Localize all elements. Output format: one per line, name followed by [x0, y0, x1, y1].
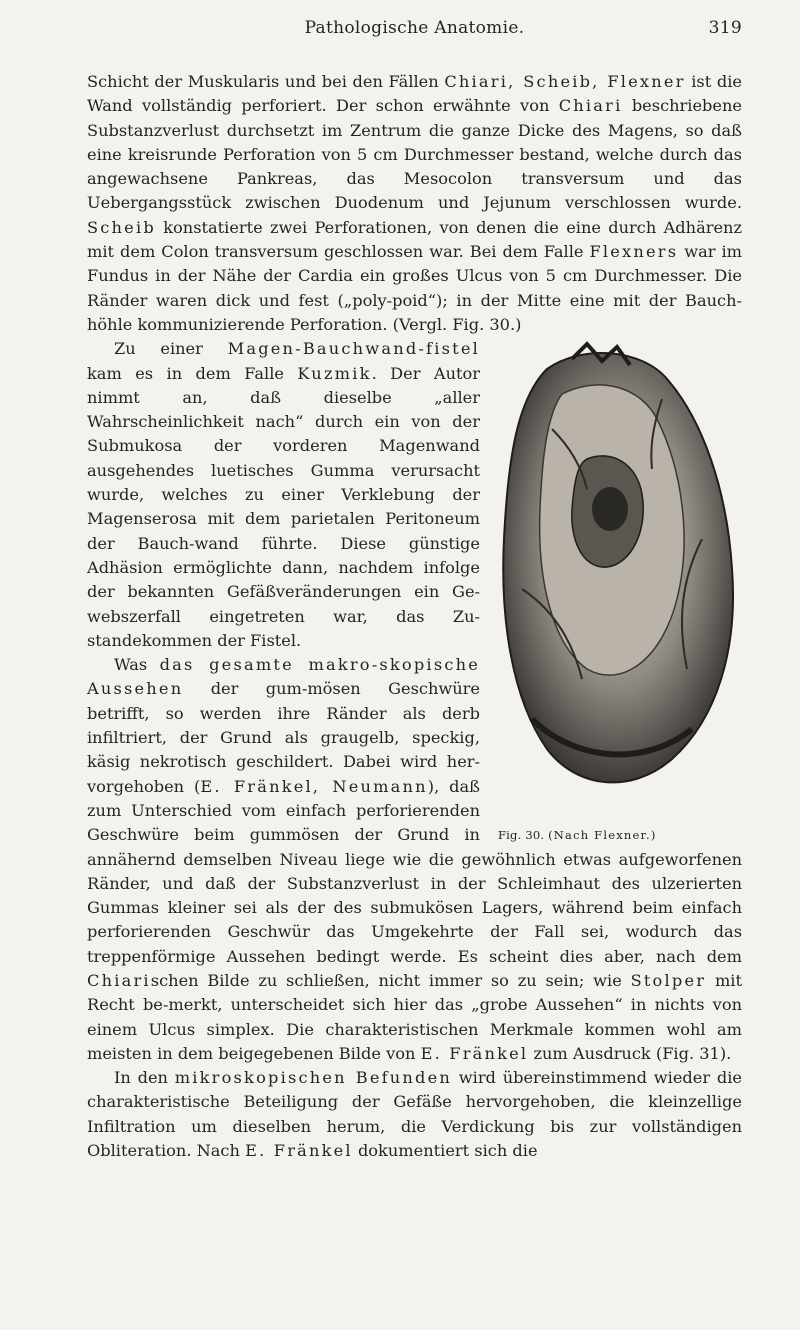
author-name: Flexners	[589, 242, 679, 262]
figure-30	[492, 339, 742, 844]
author-name: E. Fränkel	[245, 1141, 353, 1161]
text-run: ist die Wand vollständig perforiert. Der schon erwähnte von	[87, 72, 742, 116]
author-name: E. Fränkel	[420, 1043, 529, 1063]
text-run: Was	[114, 655, 160, 675]
text-run: beschriebene Substanzverlust durchsetzt im Zentrum die ganze Dicke des Magens, so daß eine kreisrunde Perforation von 5 cm Durchmesser bestand, welche durch das angewachsene Pankreas, das Mesocolon transversum und das Uebergangsstück zwischen Duodenum und Jejunum verschlossen wurde.	[87, 96, 743, 213]
author-name: E. Fränkel, Neumann	[200, 776, 428, 796]
figure-label: Fig. 30.	[498, 828, 545, 843]
text-run: zum Ausdruck (Fig. 31).	[528, 1043, 732, 1063]
author-name: Kuzmik	[297, 363, 372, 383]
author-name: Chiari	[558, 96, 623, 116]
running-header	[87, 18, 742, 46]
figure-source: (Nach Flexner.)	[548, 828, 657, 843]
text-run: der gum-mösen Geschwüre betrifft, so werden ihre Ränder als derb infiltriert, der Grund als graugelb, speckig, käsig nekrotisch geschildert. Dabei wird her-vorgehoben (	[87, 679, 480, 796]
text-run: Zu einer	[114, 339, 228, 359]
text-run: Schicht der Muskularis und bei den Fällen	[87, 72, 445, 91]
text-run: kam es in dem Falle	[87, 363, 298, 383]
text-run: konstatierte zwei Perforationen, von denen die eine durch Adhärenz mit dem Colon transversum geschlossen war. Bei dem Falle	[87, 217, 742, 262]
paragraph-4	[87, 1066, 742, 1163]
emphasis-term: Magen-Bauchwand-fistel	[227, 339, 480, 359]
emphasis-term: das gesamte makro-skopische Aussehen	[87, 655, 480, 699]
text-run: . Der Autor nimmt an, daß dieselbe „aller Wahrscheinlichkeit nach“ durch ein von der Submukosa der vorderen Magenwand ausgehendes luetisches Gumma verursacht wurde, welches zu einer Verklebung der Magenserosa mit dem parietalen Peritoneum der Bauch-wand führte. Diese günstige Adhäsion ermöglichte dann, nachdem infolge der bekannten Gefäßveränderungen ein Ge-webszerfall eingetreten war, das Zu-standekommen der Fistel.	[87, 363, 480, 650]
author-name: Chiari	[87, 970, 151, 990]
text-run: schen Bilde zu schließen, nicht immer so zu sein; wie	[150, 970, 631, 990]
text-run: mit Recht be-merkt, unterscheidet sich hier das „grobe Aussehen“ in nichts von einem Ulcus simplex. Die charakteristischen Merkmale kommen wohl am meisten in dem beigegebenen Bilde von	[87, 970, 742, 1063]
text-run: ), daß zum Unterschied vom einfach perforierenden Geschwüre beim gummösen der Grund in annähernd demselben Niveau liege wie die gewöhnlich etwas aufgeworfenen Ränder, und daß der Substanzverlust in der Schleimhaut des ulzerierten Gummas kleiner sei als der des submukösen Lagers, während beim einfach perforierenden Geschwür das Umgekehrte der Fall sei, wodurch das treppenförmige Aussehen bedingt werde. Es scheint dies aber, nach dem	[87, 776, 742, 966]
emphasis-term: mikroskopischen Befunden	[174, 1068, 453, 1088]
author-name: Scheib	[87, 217, 156, 237]
author-name: Stolper	[630, 970, 707, 990]
text-run: In den	[114, 1068, 175, 1088]
figure-caption	[498, 828, 742, 842]
stomach-ulcer-illustration-icon	[492, 339, 742, 819]
page-number: 319	[708, 18, 742, 38]
text-run: war im Fundus in der Nähe der Cardia ein großes Ulcus von 5 cm Durchmesser. Die Ränder waren dick und fest („poly-poid“); in der Mitte eine mit der Bauch-höhle kommunizierende Perforation. (Vergl. Fig. 30.)	[87, 242, 742, 334]
author-name: Chiari, Scheib, Flexner	[444, 72, 686, 91]
text-run: dokumentiert sich die	[352, 1141, 538, 1161]
running-title: Pathologische Anatomie.	[304, 18, 525, 38]
body-text	[87, 70, 742, 1163]
paragraph-1	[87, 70, 742, 337]
text-run: wird übereinstimmend wieder die charakteristische Beteiligung der Gefäße hervorgehoben, die kleinzellige Infiltration um dieselben herum, die Verdickung bis zur vollständigen Obliteration. Nach	[87, 1068, 742, 1161]
